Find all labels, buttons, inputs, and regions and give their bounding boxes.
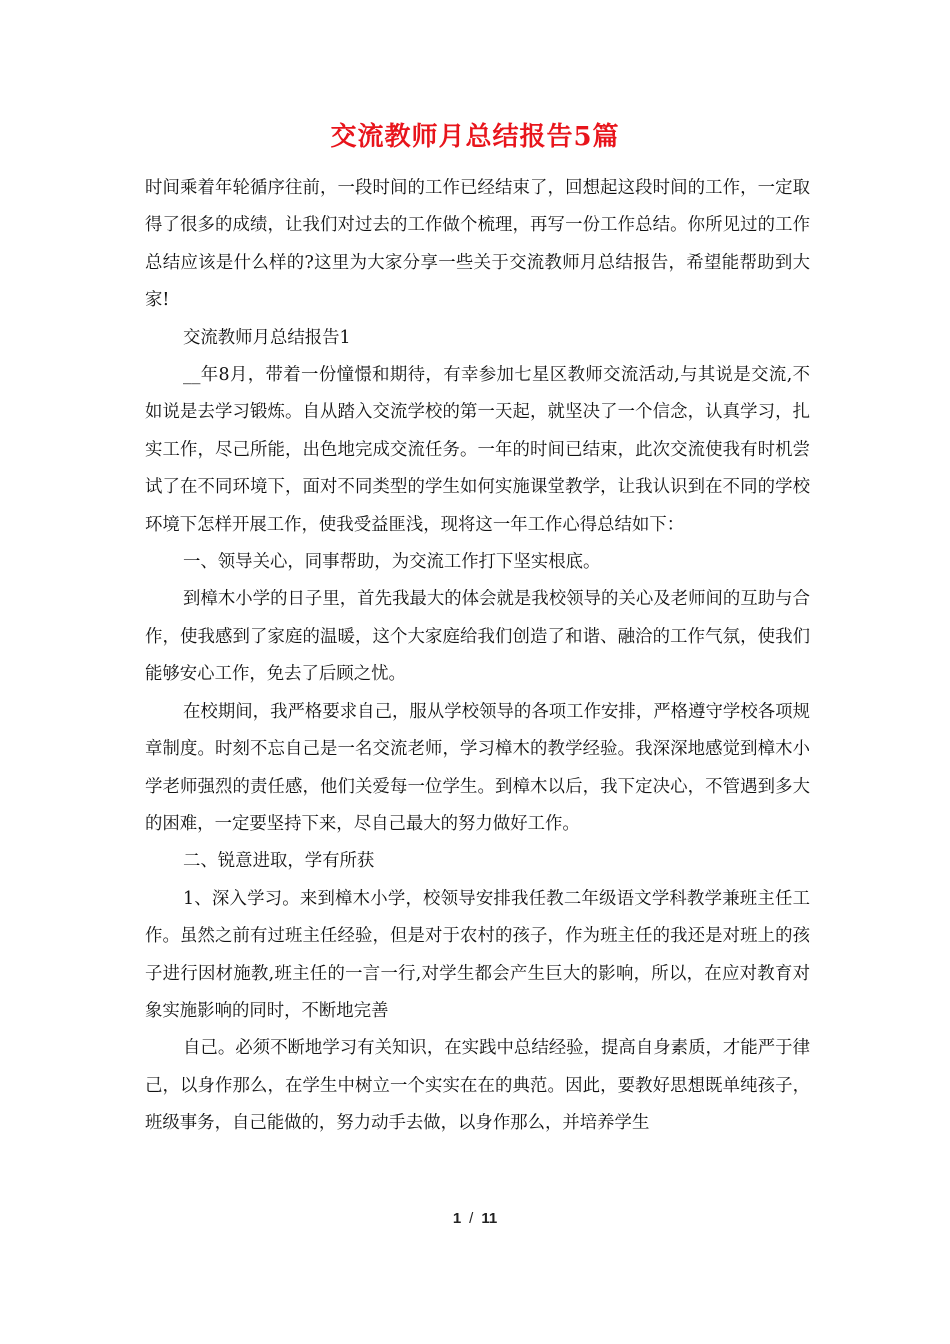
document-title: 交流教师月总结报告5篇 xyxy=(330,122,620,152)
section-heading-one: 一、领导关心，同事帮助，为交流工作打下坚实根底。 xyxy=(183,552,601,573)
current-page-number: 1 xyxy=(452,1210,462,1227)
section-heading-report-1: 交流教师月总结报告1 xyxy=(183,327,351,348)
section-heading-two: 二、锐意进取，学有所获 xyxy=(183,851,375,872)
page-number xyxy=(0,1210,950,1227)
paragraph: 在校期间，我严格要求自己，服从学校领导的各项工作安排，严格遵守学校各项规章制度。时刻不忘自己是一名交流老师，学习樟木的教学经验。我深深地感觉到樟木小学老师强烈的责任感，他们关爱每一位学生。到樟木以后，我下定决心，不管遇到多大的困难，一定要坚持下来，尽自己最大的努力做好工作。 xyxy=(145,701,810,834)
paragraph: 1、深入学习。来到樟木小学，校领导安排我任教二年级语文学科教学兼班主任工作。虽然之前有过班主任经验，但是对于农村的孩子，作为班主任的我还是对班上的孩子进行因材施教,班主任的一言一行,对学生都会产生巨大的影响，所以，在应对教育对象实施影响的同时，不断地完善 xyxy=(145,888,810,1021)
paragraph-intro: 时间乘着年轮循序往前，一段时间的工作已经结束了，回想起这段时间的工作，一定取得了很多的成绩，让我们对过去的工作做个梳理，再写一份工作总结。你所见过的工作总结应该是什么样的?这里为大家分享一些关于交流教师月总结报告，希望能帮助到大家! xyxy=(145,178,810,311)
paragraph: 到樟木小学的日子里，首先我最大的体会就是我校领导的关心及老师间的互助与合作，使我感到了家庭的温暖，这个大家庭给我们创造了和谐、融洽的工作气氛，使我们能够安心工作，免去了后顾之忧。 xyxy=(145,589,810,685)
paragraph: __年8月，带着一份憧憬和期待，有幸参加七星区教师交流活动,与其说是交流,不如说是去学习锻炼。自从踏入交流学校的第一天起，就坚决了一个信念，认真学习，扎实工作，尽己所能，出色地完成交流任务。一年的时间已结束，此次交流使我有时机尝试了在不同环境下，面对不同类型的学生如何实施课堂教学，让我认识到在不同的学校环境下怎样开展工作，使我受益匪浅，现将这一年工作心得总结如下： xyxy=(145,365,810,535)
page-separator: / xyxy=(469,1210,474,1227)
total-page-count: 11 xyxy=(481,1210,498,1227)
document-body xyxy=(145,170,810,1143)
paragraph: 自己。必须不断地学习有关知识，在实践中总结经验，提高自身素质，才能严于律己，以身作那么，在学生中树立一个实实在在的典范。因此，要教好思想既单纯孩子，班级事务，自己能做的，努力动手去做，以身作那么，并培养学生 xyxy=(145,1038,810,1134)
